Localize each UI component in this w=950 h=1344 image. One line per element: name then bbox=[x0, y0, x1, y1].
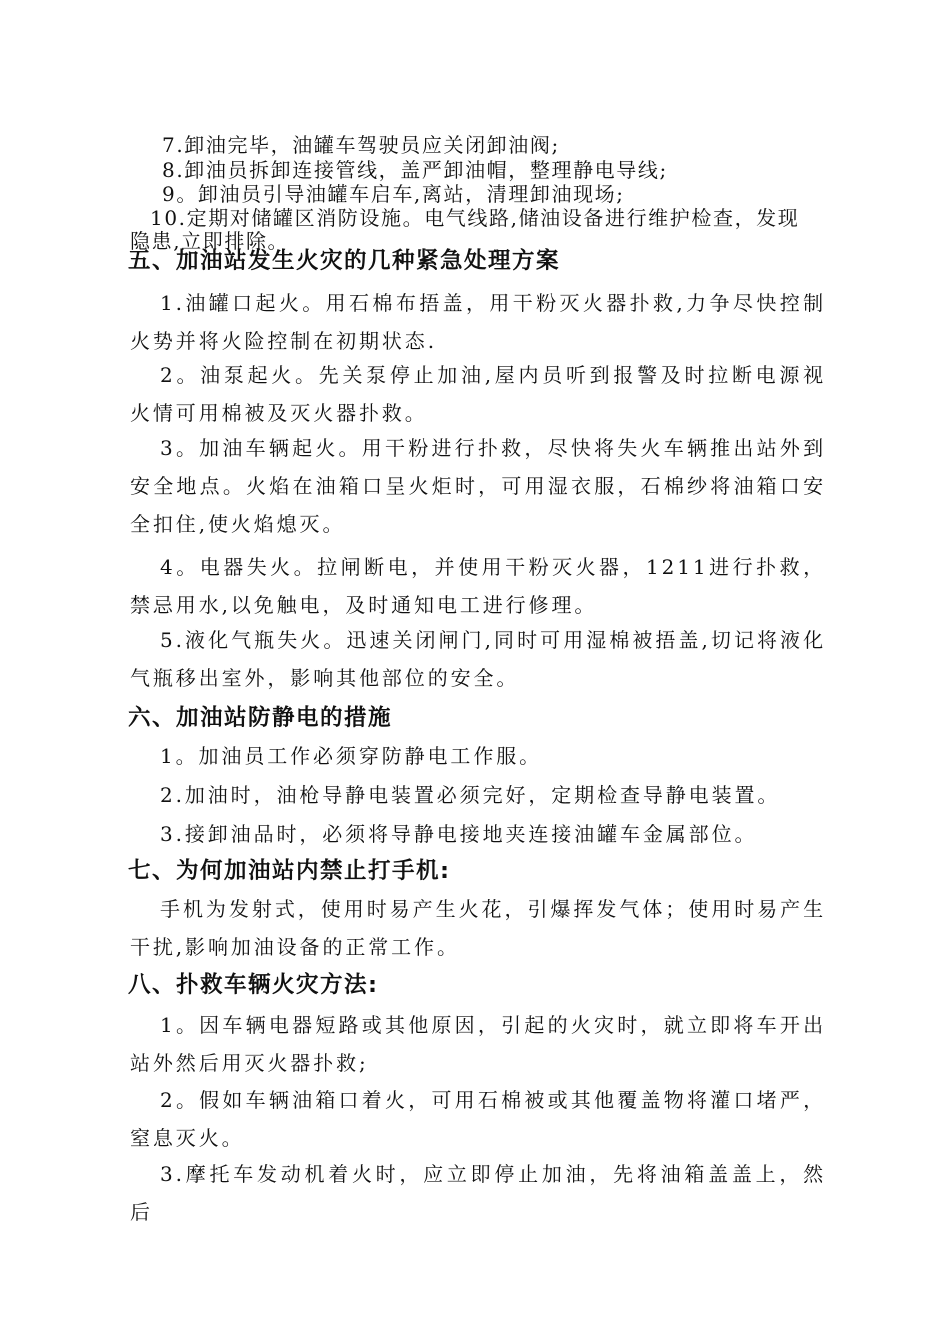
list-item-10-cont: 隐患,立即排除。 bbox=[130, 229, 290, 253]
list-item-7: 7.卸油完毕，油罐车驾驶员应关闭卸油阀; bbox=[162, 133, 560, 157]
fire-plan-item-3: 3。加油车辆起火。用干粉进行扑救，尽快将失火车辆推出站外到安全地点。火焰在油箱口呈火炬时，可用湿衣服，石棉纱将油箱口安全扣住,使火焰熄灭。 bbox=[130, 436, 826, 536]
vehicle-fire-item-1: 1。因车辆电器短路或其他原因，引起的火灾时，就立即将车开出站外然后用灭火器扑救; bbox=[130, 1013, 826, 1075]
section-heading-7: 七、为何加油站内禁止打手机: bbox=[128, 858, 451, 884]
list-item-10: 10.定期对储罐区消防设施。电气线路,储油设备进行维护检查，发现 bbox=[150, 206, 800, 230]
static-item-2: 2.加油时，油枪导静电装置必须完好，定期检查导静电装置。 bbox=[160, 783, 781, 807]
list-item-8: 8.卸油员拆卸连接管线，盖严卸油帽，整理静电导线; bbox=[162, 158, 668, 182]
fire-plan-item-4: 4。电器失火。拉闸断电，并使用干粉灭火器，1211进行扑救，禁忌用水,以免触电，及时通知电工进行修理。 bbox=[130, 555, 826, 617]
static-item-3: 3.接卸油品时，必须将导静电接地夹连接油罐车金属部位。 bbox=[160, 822, 758, 846]
section-heading-6: 六、加油站防静电的措施 bbox=[128, 705, 393, 731]
section-heading-5: 五、加油站发生火灾的几种紧急处理方案 bbox=[128, 248, 561, 274]
fire-plan-item-5: 5.液化气瓶失火。迅速关闭闸门,同时可用湿棉被捂盖,切记将液化气瓶移出室外，影响其他部位的安全。 bbox=[130, 628, 826, 690]
phone-ban-text: 手机为发射式，使用时易产生火花，引爆挥发气体；使用时易产生干扰,影响加油设备的正常工作。 bbox=[130, 897, 826, 959]
list-item-9: 9。卸油员引导油罐车启车,离站，清理卸油现场; bbox=[162, 182, 625, 206]
vehicle-fire-item-3: 3.摩托车发动机着火时，应立即停止加油，先将油箱盖盖上，然后 bbox=[130, 1162, 826, 1224]
static-item-1: 1。加油员工作必须穿防静电工作服。 bbox=[160, 744, 543, 768]
vehicle-fire-item-2: 2。假如车辆油箱口着火，可用石棉被或其他覆盖物将灌口堵严，窒息灭火。 bbox=[130, 1088, 826, 1150]
section-heading-8: 八、扑救车辆火灾方法: bbox=[128, 972, 379, 998]
fire-plan-item-2: 2。油泵起火。先关泵停止加油,屋内员听到报警及时拉断电源视火情可用棉被及灭火器扑救。 bbox=[130, 363, 826, 425]
fire-plan-item-1: 1.油罐口起火。用石棉布捂盖，用干粉灭火器扑救,力争尽快控制火势并将火险控制在初期状态. bbox=[130, 291, 826, 353]
